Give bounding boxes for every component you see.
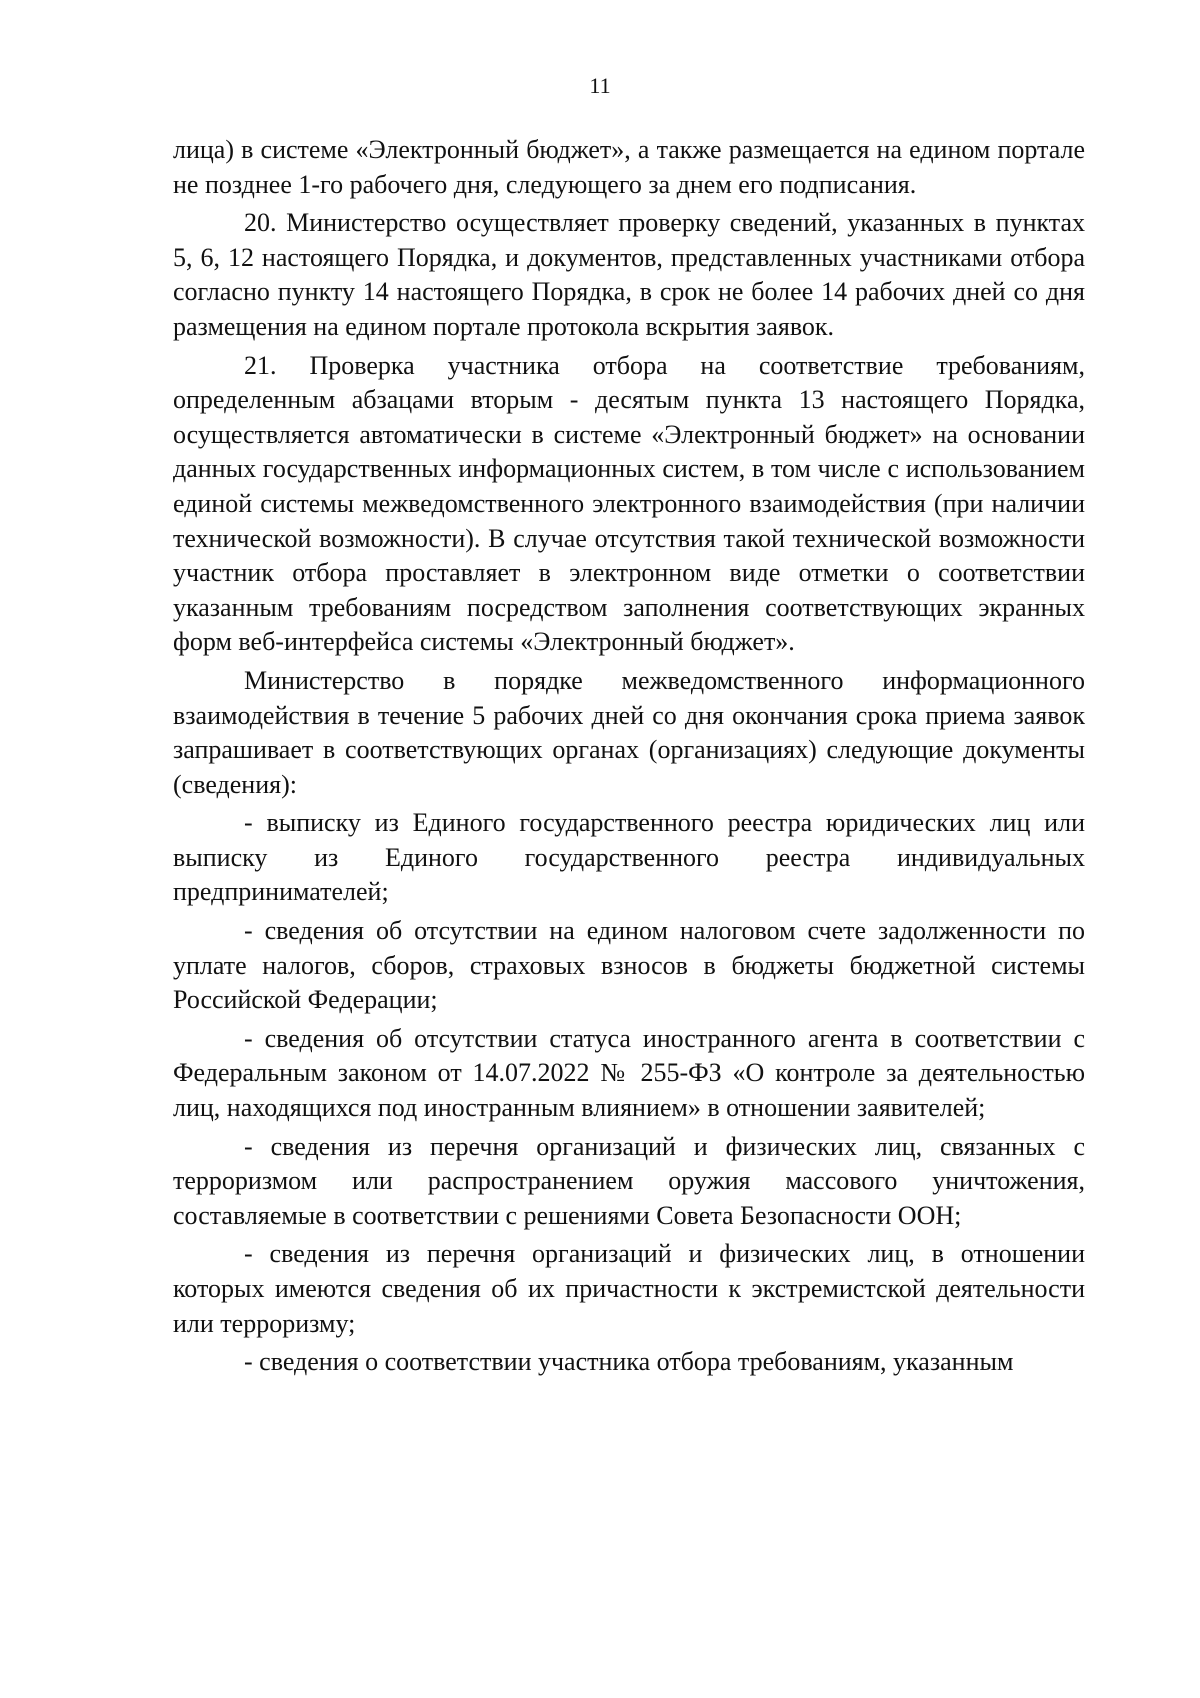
list-item-terrorism-list: - сведения из перечня организаций и физических лиц, связанных с терроризмом или распространением оружия массового уничтожения, составляемые в соответствии с решениями Совета Безопасности ООН; (173, 1131, 1085, 1230)
paragraph-21: 21. Проверка участника отбора на соответствие требованиям, определенным абзацами вторым - десятым пункта 13 настоящего Порядка, осуществляется автоматически в системе «Электронный бюджет» на основании данных государственных информационных систем, в том числе с использованием единой системы межведомственного электронного взаимодействия (при наличии технической возможности). В случае отсутствия такой технической возможности участник отбора проставляет в электронном виде отметки о соответствии указанным требованиям посредством заполнения соответствующих экранных форм веб-интерфейса системы «Электронный бюджет». (173, 350, 1085, 657)
list-item-tax-debt: - сведения об отсутствии на едином налоговом счете задолженности по уплате налогов, сборов, страховых взносов в бюджеты бюджетной системы Российской Федерации; (173, 916, 1085, 1015)
list-item-foreign-agent: - сведения об отсутствии статуса иностранного агента в соответствии с Федеральным законом от 14.07.2022 № 255-ФЗ «О контроле за деятельностью лиц, находящихся под иностранным влиянием» в отношении заявителей; (173, 1023, 1085, 1123)
paragraph-ministry-request: Министерство в порядке межведомственного информационного взаимодействия в течение 5 рабочих дней со дня окончания срока приема заявок запрашивает в соответствующих органах (организациях) следующие документы (сведения): (173, 665, 1085, 799)
paragraph-20: 20. Министерство осуществляет проверку сведений, указанных в пунктах 5, 6, 12 настоящего Порядка, и документов, представленных участниками отбора согласно пункту 14 настоящего Порядка, в срок не более 14 рабочих дней со дня размещения на едином портале протокола вскрытия заявок. (173, 208, 1085, 341)
list-item-egrul-extract: - выписку из Единого государственного реестра юридических лиц или выписку из Единого государственного реестра индивидуальных предпринимателей; (173, 808, 1085, 907)
document-body (173, 133, 1085, 1380)
page-number: 11 (589, 73, 611, 98)
list-item-extremism-list: - сведения из перечня организаций и физических лиц, в отношении которых имеются сведения об их причастности к экстремистской деятельности или терроризму; (173, 1239, 1085, 1338)
paragraph-continuation: лица) в системе «Электронный бюджет», а также размещается на едином портале не позднее 1-го рабочего дня, следующего за днем его подписания. (173, 135, 1085, 199)
list-item-requirements-compliance: - сведения о соответствии участника отбора требованиям, указанным (244, 1347, 1014, 1377)
